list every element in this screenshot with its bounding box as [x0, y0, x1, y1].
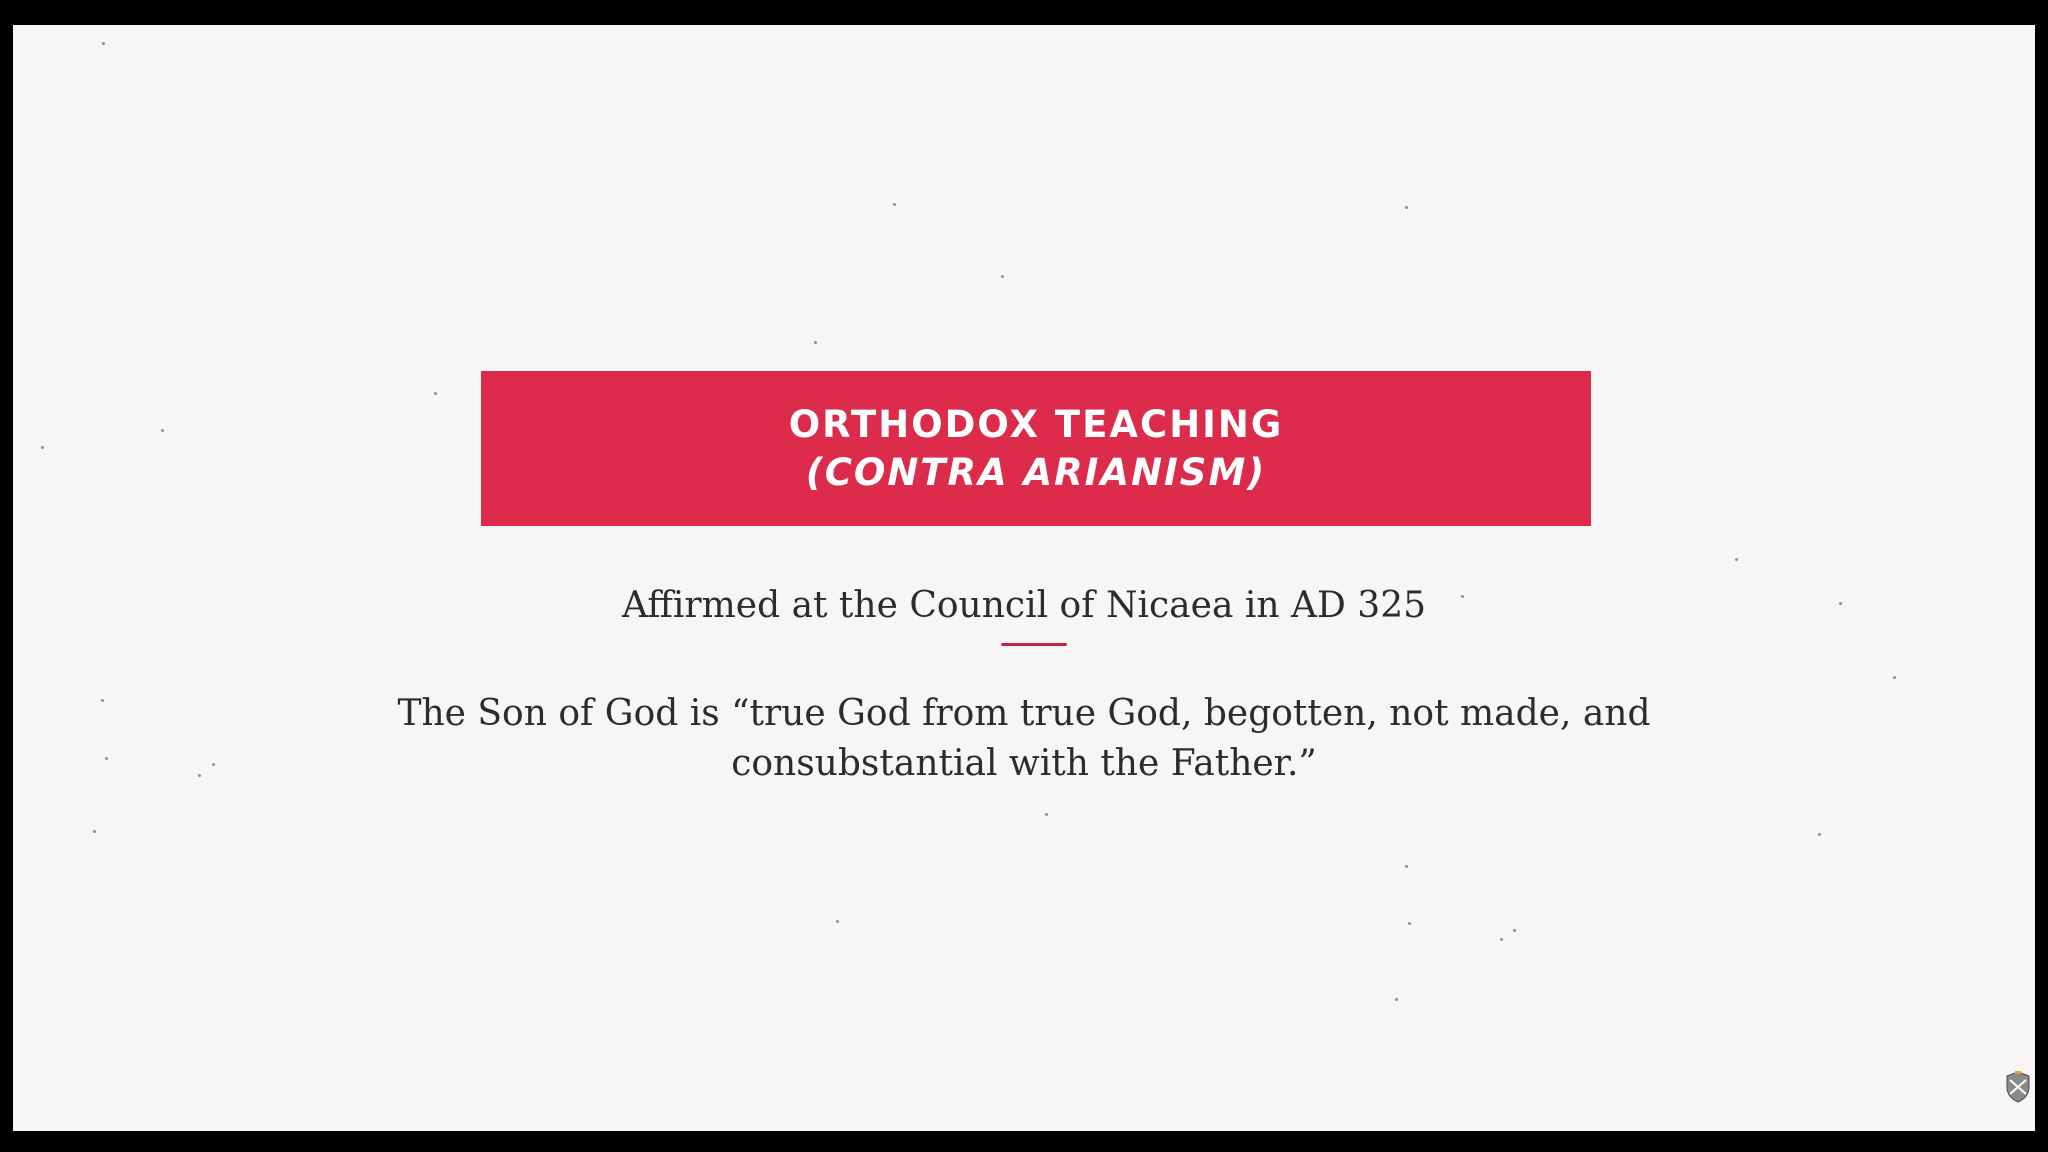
paper-speck — [1513, 929, 1516, 932]
divider-line — [1001, 643, 1067, 646]
paper-speck — [1405, 206, 1408, 209]
paper-speck — [1893, 676, 1896, 679]
paper-speck — [93, 830, 96, 833]
paper-speck — [434, 392, 437, 395]
paper-speck — [814, 341, 817, 344]
paper-speck — [1408, 922, 1411, 925]
title-banner — [481, 371, 1591, 526]
paper-speck — [1395, 998, 1398, 1001]
paper-speck — [1001, 275, 1004, 278]
paper-speck — [102, 42, 105, 45]
paper-speck — [101, 699, 104, 702]
paper-speck — [1500, 938, 1503, 941]
quote-line-1: The Son of God is “true God from true God, begotten, not made, and — [397, 693, 1651, 734]
affirmed-text: Affirmed at the Council of Nicaea in AD 325 — [621, 585, 1427, 626]
banner-title: ORTHODOX TEACHING — [788, 402, 1284, 446]
shield-crest-icon — [2005, 1071, 2031, 1103]
paper-speck — [161, 429, 164, 432]
paper-speck — [1735, 558, 1738, 561]
paper-speck — [198, 774, 201, 777]
paper-speck — [105, 757, 108, 760]
paper-speck — [836, 920, 839, 923]
paper-speck — [1045, 813, 1048, 816]
banner-subtitle: (CONTRA ARIANISM) — [805, 450, 1267, 494]
paper-speck — [893, 203, 896, 206]
quote-line-2: consubstantial with the Father.” — [731, 743, 1317, 784]
paper-speck — [1405, 865, 1408, 868]
nicene-quote — [213, 689, 1835, 789]
paper-speck — [41, 446, 44, 449]
paper-speck — [1818, 833, 1821, 836]
slide — [13, 25, 2035, 1131]
